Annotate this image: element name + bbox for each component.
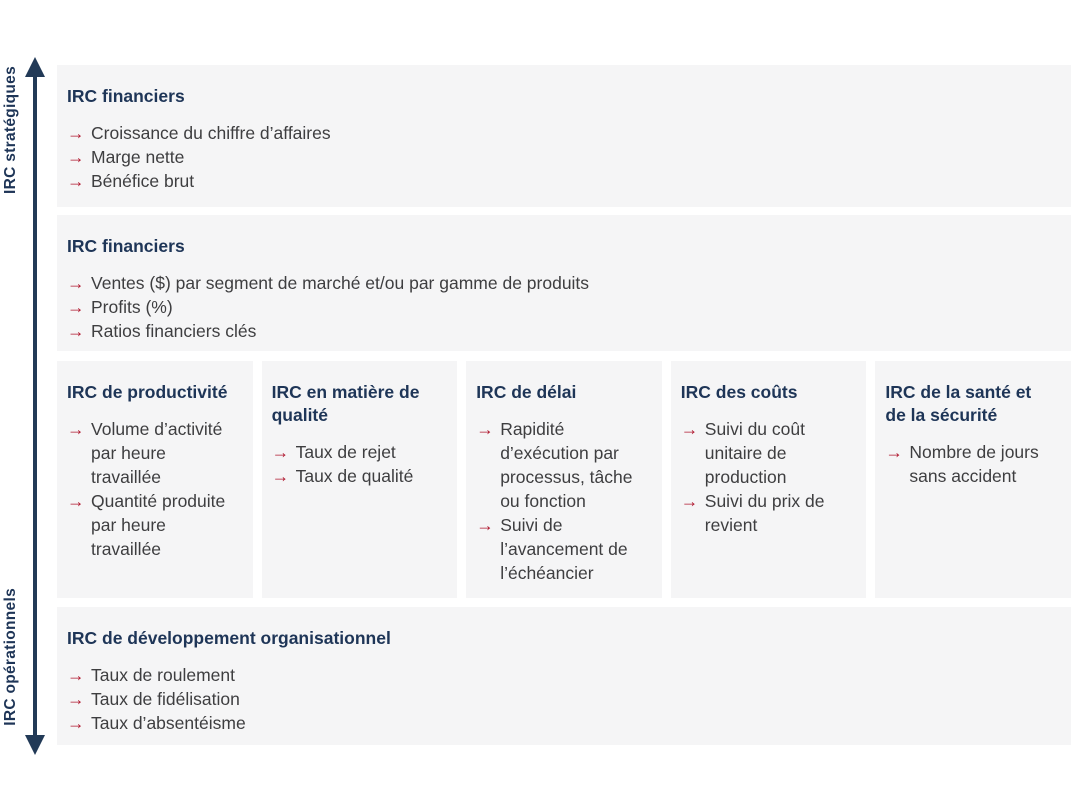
panel-financial-strategic <box>57 65 1071 207</box>
arrow-right-icon: → <box>67 689 85 709</box>
arrow-right-icon: → <box>885 442 903 462</box>
arrow-right-icon: → <box>476 419 494 439</box>
panel-items <box>67 417 237 561</box>
item-text: Taux de fidélisation <box>91 689 240 709</box>
panel-title: IRC de la santé et de la sécurité <box>885 382 1032 425</box>
panel-delay <box>466 361 662 598</box>
operational-panels-row <box>57 361 1071 598</box>
list-item <box>67 121 1055 145</box>
arrow-right-icon: → <box>680 419 699 439</box>
list-item <box>67 319 1055 343</box>
panel-title: IRC financiers <box>67 86 185 106</box>
arrow-right-icon: → <box>67 171 85 191</box>
list-item <box>885 440 1055 488</box>
arrow-right-icon: → <box>680 491 699 511</box>
arrow-right-icon: → <box>67 123 85 143</box>
panel-quality <box>262 361 458 598</box>
item-text: Croissance du chiffre d’affaires <box>91 123 331 143</box>
arrow-right-icon: → <box>67 147 85 167</box>
item-text: Suivi de l’avancement de l’échéancier <box>500 515 628 583</box>
list-item <box>67 711 1055 735</box>
panel-title: IRC de délai <box>476 382 577 402</box>
item-text: Taux de qualité <box>295 466 414 486</box>
list-item <box>67 295 1055 319</box>
panel-items <box>67 663 1055 735</box>
arrow-right-icon: → <box>67 273 85 293</box>
arrow-right-icon: → <box>67 491 85 511</box>
panel-title: IRC de développement organisationnel <box>67 628 391 648</box>
arrow-right-icon: → <box>67 321 85 341</box>
arrow-right-icon: → <box>476 515 494 535</box>
item-text: Rapidité d’exécution par processus, tâche ou fonction <box>500 419 633 511</box>
list-item <box>681 489 851 537</box>
axis-label-strategic: IRC stratégiques <box>2 66 19 194</box>
item-text: Bénéfice brut <box>91 171 195 191</box>
panel-items <box>67 271 1055 343</box>
item-text: Taux de rejet <box>295 442 396 462</box>
list-item <box>67 271 1055 295</box>
list-item <box>67 663 1055 687</box>
list-item <box>476 513 646 585</box>
panel-items <box>885 440 1055 488</box>
arrow-right-icon: → <box>271 442 290 462</box>
item-text: Suivi du prix de revient <box>704 491 825 535</box>
panel-items <box>681 417 851 537</box>
item-text: Ventes ($) par segment de marché et/ou par gamme de produits <box>91 273 590 293</box>
panel-health-safety <box>875 361 1071 598</box>
panel-financial-mid <box>57 215 1071 351</box>
arrow-right-icon: → <box>67 419 85 439</box>
item-text: Nombre de jours sans accident <box>909 442 1039 486</box>
list-item <box>67 145 1055 169</box>
panel-productivity <box>57 361 253 598</box>
list-item <box>272 440 442 464</box>
arrow-right-icon: → <box>271 466 290 486</box>
list-item <box>476 417 646 513</box>
panel-costs <box>671 361 867 598</box>
item-text: Volume d’activité par heure travaillée <box>91 419 223 487</box>
list-item <box>681 417 851 489</box>
panel-title: IRC de productivité <box>67 382 228 402</box>
panel-items <box>67 121 1055 193</box>
item-text: Ratios financiers clés <box>91 321 257 341</box>
arrow-right-icon: → <box>67 713 85 733</box>
list-item <box>67 169 1055 193</box>
item-text: Suivi du coût unitaire de production <box>704 419 805 487</box>
item-text: Taux d’absentéisme <box>91 713 246 733</box>
item-text: Marge nette <box>91 147 185 167</box>
item-text: Profits (%) <box>91 297 173 317</box>
list-item <box>67 687 1055 711</box>
arrow-right-icon: → <box>67 665 85 685</box>
list-item <box>272 464 442 488</box>
panel-organizational-development <box>57 607 1071 745</box>
list-item <box>67 417 237 489</box>
panel-items <box>476 417 646 585</box>
item-text: Taux de roulement <box>91 665 235 685</box>
arrow-right-icon: → <box>67 297 85 317</box>
double-arrow-icon <box>20 57 50 755</box>
panel-title: IRC des coûts <box>680 382 798 402</box>
panel-title: IRC financiers <box>67 236 185 256</box>
item-text: Quantité produite par heure travaillée <box>91 491 226 559</box>
list-item <box>67 489 237 561</box>
axis-label-operational: IRC opérationnels <box>2 588 19 726</box>
panel-title: IRC en matière de qualité <box>271 382 420 425</box>
panel-items <box>272 440 442 488</box>
